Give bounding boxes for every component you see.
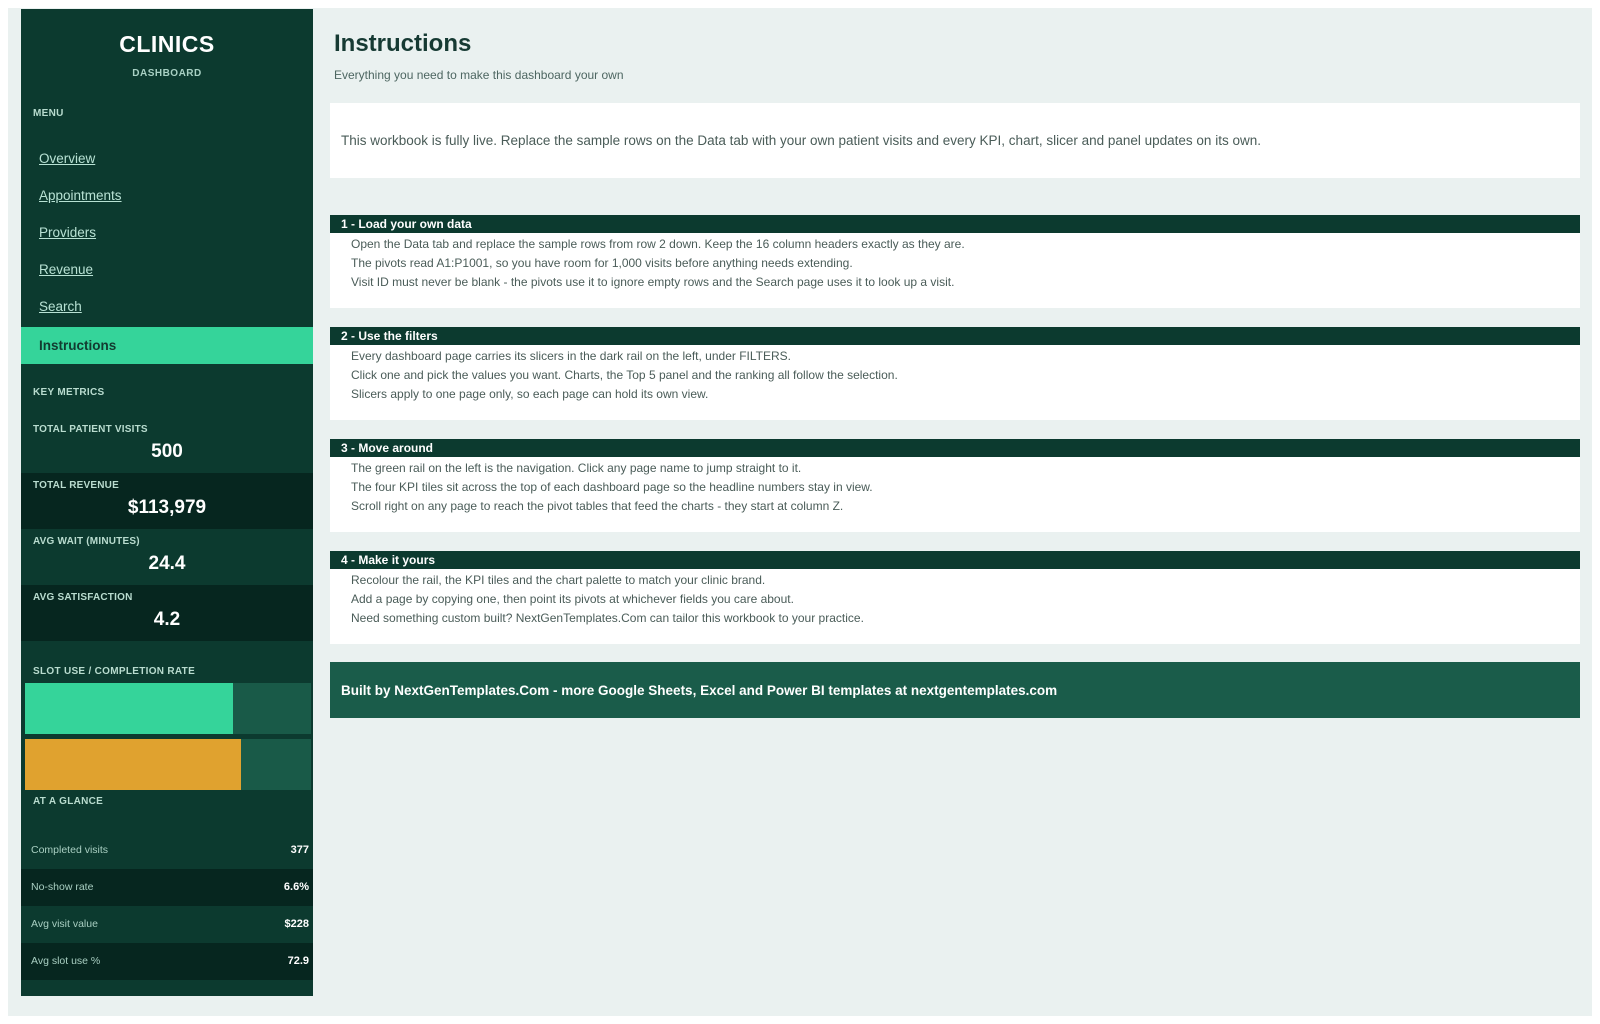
page-title: Instructions	[334, 30, 472, 57]
glance-value: $228	[284, 918, 309, 930]
glance-row-completed-visits	[21, 832, 313, 869]
metric-avg-satisfaction	[21, 585, 313, 641]
menu-label: MENU	[33, 108, 64, 119]
metric-value: 500	[151, 441, 183, 462]
glance-label: Completed visits	[31, 844, 109, 856]
step-card-use-filters	[330, 327, 1580, 420]
glance-label: Avg visit value	[31, 918, 98, 930]
nav-item-search[interactable]: Search	[39, 299, 82, 314]
step-heading: 3 - Move around	[330, 439, 1580, 457]
page-subtitle: Everything you need to make this dashboard your own	[334, 68, 624, 82]
step-line: Click one and pick the values you want. Charts, the Top 5 panel and the ranking all follow the selection.	[351, 368, 898, 382]
footer-banner	[330, 662, 1580, 718]
metric-total-revenue	[21, 473, 313, 529]
metric-label: TOTAL PATIENT VISITS	[33, 424, 148, 435]
step-heading: 2 - Use the filters	[330, 327, 1580, 345]
step-line: The green rail on the left is the navigation. Click any page name to jump straight to it.	[351, 461, 802, 475]
glance-value: 72.9	[287, 955, 309, 967]
step-line: Add a page by copying one, then point its pivots at whichever fields you care about.	[351, 592, 794, 606]
metric-total-patient-visits	[21, 417, 313, 473]
glance-row-avg-slot-use	[21, 943, 313, 980]
slot-completion-label: SLOT USE / COMPLETION RATE	[33, 666, 196, 677]
step-line: Recolour the rail, the KPI tiles and the chart palette to match your clinic brand.	[351, 573, 766, 587]
step-card-load-data	[330, 215, 1580, 308]
brand-title: CLINICS	[119, 31, 215, 57]
glance-row-no-show-rate	[21, 869, 313, 906]
metric-value: $113,979	[127, 497, 207, 518]
nav-item-instructions[interactable]: Instructions	[21, 327, 313, 364]
step-line: Visit ID must never be blank - the pivots use it to ignore empty rows and the Search page uses it to look up a visit.	[351, 275, 955, 289]
metric-value: 24.4	[148, 553, 186, 574]
sidebar	[21, 9, 313, 996]
step-line: The four KPI tiles sit across the top of each dashboard page so the headline numbers stay in view.	[351, 480, 873, 494]
metric-label: AVG WAIT (MINUTES)	[33, 536, 140, 547]
nav-item-revenue[interactable]: Revenue	[39, 262, 94, 277]
key-metrics-label: KEY METRICS	[33, 387, 105, 398]
glance-label: Avg slot use %	[31, 955, 101, 967]
nav-item-appointments[interactable]: Appointments	[39, 188, 122, 203]
metric-avg-wait	[21, 529, 313, 585]
step-heading: 1 - Load your own data	[330, 215, 1580, 233]
slot-use-bar-fill	[25, 683, 233, 734]
at-a-glance-label: AT A GLANCE	[33, 796, 104, 807]
intro-card	[330, 103, 1580, 178]
intro-text: This workbook is fully live. Replace the sample rows on the Data tab with your own patient visits and every KPI, chart, slicer and panel updates on its own.	[341, 133, 1261, 148]
metric-value: 4.2	[153, 609, 181, 630]
glance-label: No-show rate	[31, 881, 94, 893]
glance-value: 377	[290, 844, 309, 856]
step-line: Slicers apply to one page only, so each page can hold its own view.	[351, 387, 709, 401]
step-card-move-around	[330, 439, 1580, 532]
step-line: Need something custom built? NextGenTemplates.Com can tailor this workbook to your practice.	[351, 611, 864, 625]
nav-item-providers[interactable]: Providers	[39, 225, 97, 240]
step-card-make-it-yours	[330, 551, 1580, 644]
step-line: Every dashboard page carries its slicers in the dark rail on the left, under FILTERS.	[351, 349, 791, 363]
glance-row-avg-visit-value	[21, 906, 313, 943]
completion-rate-bar	[25, 739, 311, 790]
slot-use-bar	[25, 683, 311, 734]
step-line: Scroll right on any page to reach the pivot tables that feed the charts - they start at column Z.	[351, 499, 844, 513]
completion-rate-bar-fill	[25, 739, 241, 790]
nav-item-overview[interactable]: Overview	[39, 151, 96, 166]
brand-subtitle: DASHBOARD	[132, 68, 202, 79]
step-heading: 4 - Make it yours	[330, 551, 1580, 569]
glance-value: 6.6%	[283, 881, 309, 893]
step-line: The pivots read A1:P1001, so you have room for 1,000 visits before anything needs extending.	[351, 256, 853, 270]
step-line: Open the Data tab and replace the sample rows from row 2 down. Keep the 16 column headers exactly as they are.	[351, 237, 965, 251]
metric-label: TOTAL REVENUE	[33, 480, 119, 491]
metric-label: AVG SATISFACTION	[33, 592, 133, 603]
footer-text: Built by NextGenTemplates.Com - more Google Sheets, Excel and Power BI templates at nextgentemplates.com	[341, 683, 1058, 698]
